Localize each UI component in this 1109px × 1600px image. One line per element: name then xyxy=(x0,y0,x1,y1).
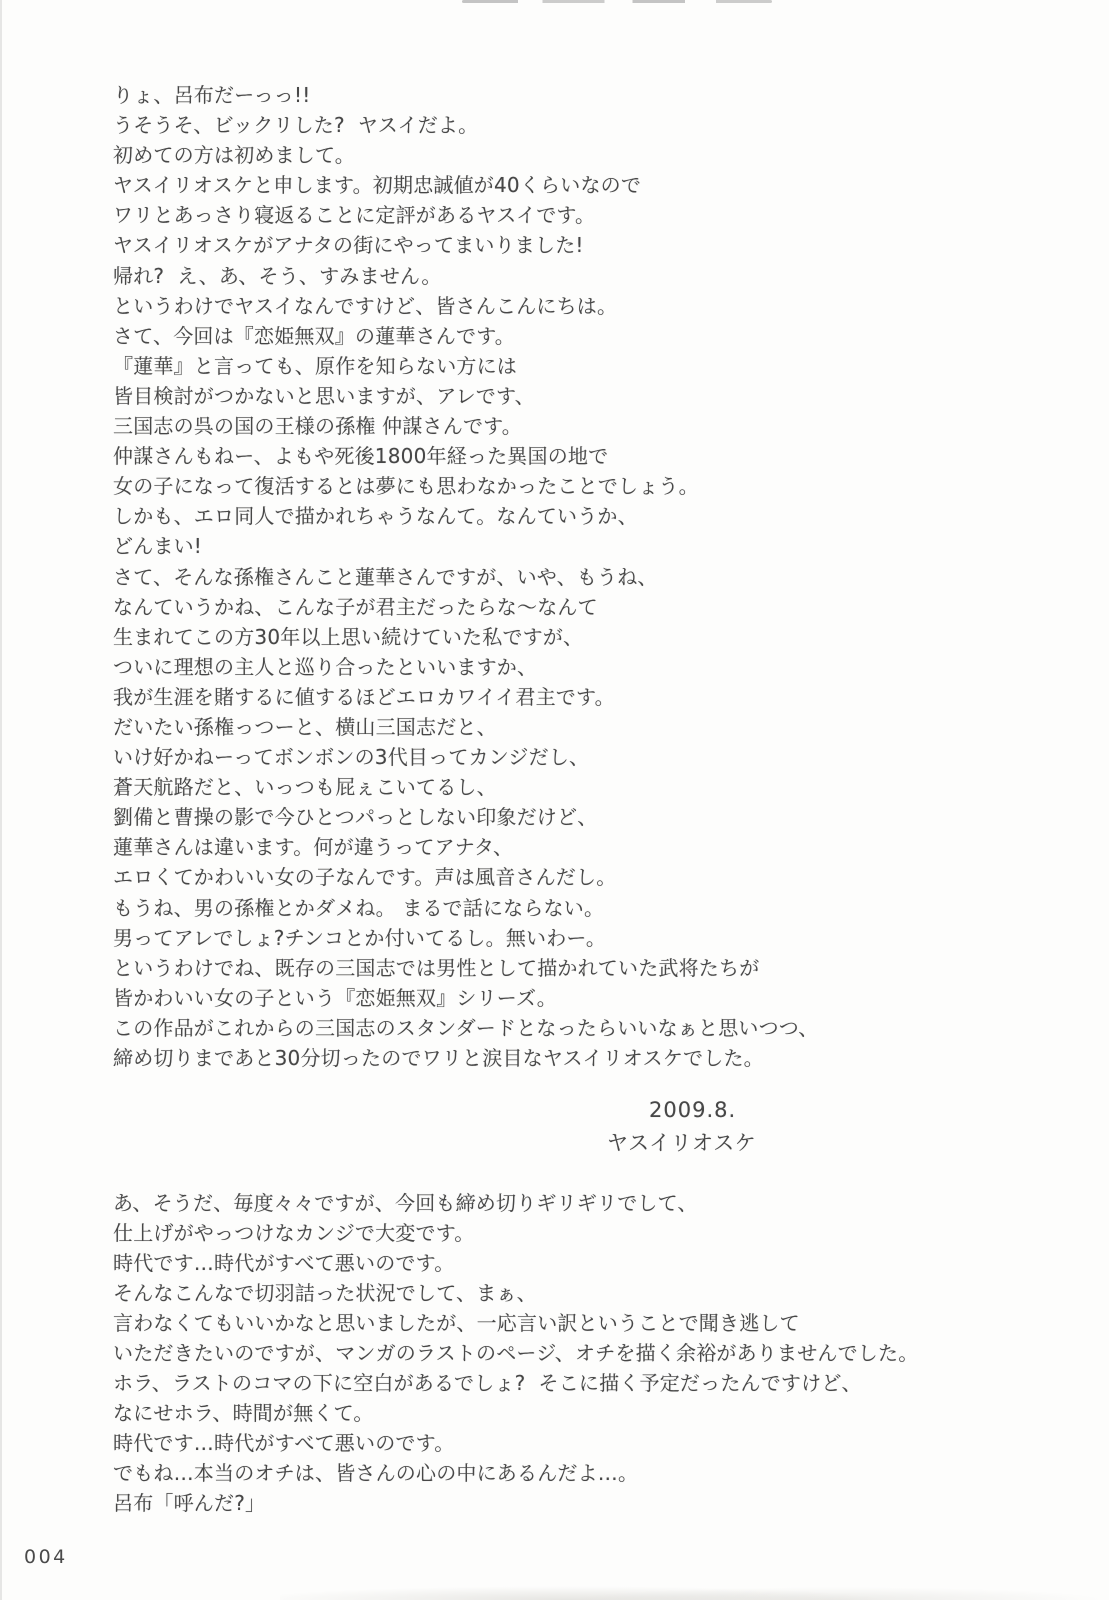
text-line: というわけでね、既存の三国志では男性として描かれていた武将たちが xyxy=(113,955,760,980)
text-line: ホラ、ラストのコマの下に空白があるでしょ? そこに描く予定だったんですけど、 xyxy=(113,1371,862,1395)
text-line: どんまい! xyxy=(113,534,203,559)
text-line: りょ、呂布だーっっ!! xyxy=(113,83,311,107)
text-line: もうね、男の孫権とかダメね。 まるで話にならない。 xyxy=(113,895,605,920)
scan-artifact-top-edge xyxy=(462,0,772,3)
page-number: 004 xyxy=(24,1546,68,1568)
text-line: うそうそ、ビックリした? ヤスイだよ。 xyxy=(113,113,479,138)
text-line: 時代です…時代がすべて悪いのです。 xyxy=(113,1251,455,1275)
text-line: というわけでヤスイなんですけど、皆さんこんにちは。 xyxy=(113,293,618,318)
text-line: 皆目検討がつかないと思いますが、アレです、 xyxy=(113,383,535,408)
text-line: 帰れ? え、あ、そう、すみません。 xyxy=(113,263,442,288)
text-line: そんなこんなで切羽詰った状況でして、まぁ、 xyxy=(113,1281,537,1305)
text-line: 呂布「呼んだ?」 xyxy=(113,1491,266,1515)
text-line: なにせホラ、時間が無くて。 xyxy=(113,1401,374,1425)
text-line: ヤスイリオスケと申します。初期忠誠値が40くらいなので xyxy=(113,173,642,198)
text-line: 締め切りまであと30分切ったのでワリと涙目なヤスイリオスケでした。 xyxy=(113,1046,764,1070)
text-line: 時代です…時代がすべて悪いのです。 xyxy=(113,1431,455,1455)
author-signature: ヤスイリオスケ xyxy=(607,1131,757,1155)
text-line: 劉備と曹操の影で今ひとつパっとしない印象だけど、 xyxy=(113,805,598,830)
text-line: いけ好かねーってボンボンの3代目ってカンジだし、 xyxy=(113,745,590,770)
text-line: でもね…本当のオチは、皆さんの心の中にあるんだよ…。 xyxy=(113,1461,639,1485)
text-line: いただきたいのですが、マンガのラストのページ、オチを描く余裕がありませんでした。 xyxy=(113,1341,919,1365)
afterword-date: 2009.8. xyxy=(649,1098,737,1122)
scan-artifact-bottom-edge xyxy=(280,1582,1100,1600)
text-line: 皆かわいい女の子という『恋姫無双』シリーズ。 xyxy=(113,985,557,1010)
text-line: 蓮華さんは違います。何が違うってアナタ、 xyxy=(113,835,514,860)
text-line: 三国志の呉の国の王様の孫権 仲謀さんです。 xyxy=(113,414,522,439)
text-line: 蒼天航路だと、いっつも屁ぇこいてるし、 xyxy=(113,775,497,800)
text-line: ついに理想の主人と巡り合ったといいますか、 xyxy=(113,654,538,679)
text-line: 我が生涯を賭するに値するほどエロカワイイ君主です。 xyxy=(113,684,615,709)
text-line: あ、そうだ、毎度々々ですが、今回も締め切りギリギリでして、 xyxy=(113,1191,698,1215)
scan-artifact-left-edge xyxy=(0,0,2,1600)
afterword-text-block xyxy=(113,80,818,1073)
text-line: 初めての方は初めまして。 xyxy=(113,143,355,168)
text-line: ヤスイリオスケがアナタの街にやってまいりました! xyxy=(113,233,584,258)
text-line: 言わなくてもいいかなと思いましたが、一応言い訳ということで聞き逃して xyxy=(113,1311,800,1335)
text-line: ワリとあっさり寝返ることに定評があるヤスイです。 xyxy=(113,203,596,228)
text-line: 『蓮華』と言っても、原作を知らない方には xyxy=(113,353,517,378)
text-line: 仕上げがやっつけなカンジで大変です。 xyxy=(113,1221,475,1245)
text-line: さて、今回は『恋姫無双』の蓮華さんです。 xyxy=(113,323,515,348)
text-line: だいたい孫権っつーと、横山三国志だと、 xyxy=(113,714,497,739)
text-line: しかも、エロ同人で描かれちゃうなんて。なんていうか、 xyxy=(113,504,638,529)
text-line: 生まれてこの方30年以上思い続けていた私ですが、 xyxy=(113,624,584,649)
text-line: この作品がこれからの三国志のスタンダードとなったらいいなぁと思いつつ、 xyxy=(113,1015,819,1040)
text-line: さて、そんな孫権さんこと蓮華さんですが、いや、もうね、 xyxy=(113,564,658,589)
text-line: 男ってアレでしょ?チンコとか付いてるし。無いわー。 xyxy=(113,925,607,950)
text-line: なんていうかね、こんな子が君主だったらな～なんて xyxy=(113,594,598,619)
text-line: エロくてかわいい女の子なんです。声は風音さんだし。 xyxy=(113,865,617,890)
postscript-text-block xyxy=(113,1188,918,1518)
text-line: 仲謀さんもねー、よもや死後1800年経った異国の地で xyxy=(113,444,609,469)
text-line: 女の子になって復活するとは夢にも思わなかったことでしょう。 xyxy=(113,474,699,499)
